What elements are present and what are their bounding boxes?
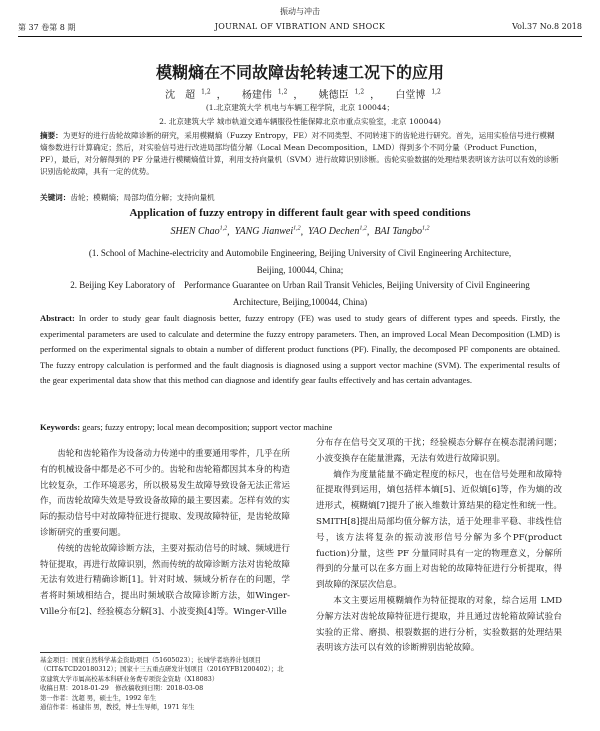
footnote-dates: 收稿日期：2018-01-29 修改稿收到日期：2018-03-08	[40, 684, 204, 693]
footnote	[40, 656, 290, 712]
title-zh: 模糊熵在不同故障齿轮转速工况下的应用	[155, 63, 444, 82]
author-en: YAO Dechen$^{1,2}$	[308, 226, 367, 238]
author-zh: 杨建伟 $^{1,2}$	[241, 88, 288, 101]
affiliation-en-1: (1. School of Machine-electricity and Automobile Engineering, Beijing University of Civil Engineering Architecture,	[88, 248, 512, 258]
author-en: SHEN Chao$^{1,2}$	[170, 226, 228, 238]
affiliation-en-2: 2. Beijing Key Laboratory of Performance Guarantee on Urban Rail Transit Vehicles, Beijing University of Civil Engineering Architecture, Beijing,100044, China)	[70, 280, 530, 307]
footnote-first-author: 第一作者：沈超 男，硕士生，1992 年生	[40, 693, 157, 702]
abstract-zh-text: 为更好的进行齿轮故障诊断的研究，采用模糊熵（Fuzzy Entropy，FE）对不同类型、不同转速下的齿轮进行研究。首先，运用实验信号进行模糊熵参数进行计算确定；然后，对实验信号进行改进局部均值分解（Local Mean Decomposition，LMD）得到多个不同分量（Product Function，PF），最后，对分解得到的 PF 分量进行模糊熵值计算，利用支持向量机（SVM）进行故障识别诊断。齿轮实验数据的处理结果表明该方法可以有效的诊断识别齿轮故障，具有一定的优势。	[40, 131, 559, 176]
body-paragraph: 熵作为度量能量不确定程度的标尺，也在信号处理和故障特征提取得到运用，熵包括样本熵[5]、近似熵[6]等，作为熵的改进形式，模糊熵[7]提升了嵌入维数计算结果的稳定性和统一性。SMITH[8]提出局部均值分解方法，适于处理非平稳、非线性信号，该方法将复杂的振动波形信号分解为多个PF(product fuction)分量，这些 PF 分量同时具有一定的物理意义，分解所得到的分量可以在多方面上对齿轮的故障特征进行分析提取，得到故障的深层次信息。	[316, 469, 562, 591]
abstract-en	[40, 311, 560, 389]
author-zh: 姚德臣 $^{1,2}$	[318, 88, 365, 101]
footnote-corresponding-author: 通信作者：杨建伟 男，教授，博士生导师，1971 年生	[40, 703, 195, 712]
body-paragraph: 齿轮和齿轮箱作为设备动力传递中的重要通用零件，几乎在所有的机械设备中都是必不可少的。齿轮和齿轮箱都因其本身的构造比较复杂，工作环境恶劣，所以极易发生故障导致设备无法正常运作，而齿轮故障失效是导致设备故障的最主要因素。怎样有效的实际的振动信号中对故障特征进行提取、发现故障特征，是齿轮故障诊断研究的重要问题。	[40, 449, 290, 538]
abstract-zh	[40, 130, 560, 178]
keywords-zh-label: 关键词：	[40, 193, 71, 202]
body-paragraph: 传统的齿轮故障诊断方法，主要对振动信号的时域、频域进行特征提取，再进行故障识别，然而传统的故障诊断方法对齿轮故障无法有效进行精确诊断[1]。针对时域、频域分析存在的问题，学者将时频域相结合，提出时频域联合故障诊断方法，如Winger-Ville分布[2]、经验模态分解[3]、小波变换[4]等。Winger-Ville	[40, 543, 290, 617]
keywords-en-text: gears; fuzzy entropy; local mean decomposition; support vector machine	[82, 422, 333, 432]
affiliation-zh-1: (1.北京建筑大学 机电与车辆工程学院，北京 100044；	[205, 103, 395, 112]
body-column-left	[40, 447, 290, 621]
keywords-en-label: Keywords:	[40, 422, 81, 432]
keywords-en	[40, 422, 560, 432]
footnote-rule	[40, 652, 160, 653]
keywords-zh-text: 齿轮；模糊熵；局部均值分解；支持向量机	[70, 193, 215, 202]
abstract-en-label: Abstract:	[40, 313, 75, 323]
journal-name-en: JOURNAL OF VIBRATION AND SHOCK	[214, 22, 386, 31]
running-header	[18, 20, 582, 36]
affiliation-en-1-cont: Beijing, 100044, China;	[256, 265, 344, 275]
affiliation-zh-2: 2. 北京建筑大学 城市轨道交通车辆服役性能保障北京市重点实验室，北京 100044)	[159, 117, 441, 126]
body-paragraph: 分布存在信号交叉项的干扰；经验模态分解存在模态混淆问题；小波变换存在能量泄露，无法有效进行故障识别。	[316, 438, 562, 464]
authors-en: SHEN Chao$^{1,2}$, YANG Jianwei$^{1,2}$, YAO Dechen$^{1,2}$, BAI Tangbo$^{1,2}$	[170, 226, 430, 238]
title-en: Application of fuzzy entropy in different fault gear with speed conditions	[129, 207, 471, 219]
abstract-zh-label: 摘要：	[40, 131, 63, 140]
author-en: YANG Jianwei$^{1,2}$	[234, 226, 301, 238]
volume-zh: 第 37 卷第 8 期	[18, 23, 76, 32]
author-zh: 白堂博 $^{1,2}$	[395, 88, 441, 101]
body-paragraph: 本文主要运用模糊熵作为特征提取的对象，综合运用 LMD 分解方法对齿轮故障特征进行提取，并且通过齿轮箱故障试验台实验的正常、磨损、根裂数据的进行分析，实验数据的处理结果表明该方法可以有效的诊断辨别齿轮故障。	[316, 595, 562, 654]
author-en: BAI Tangbo$^{1,2}$	[374, 226, 430, 238]
footnote-funding: 基金项目：国家自然科学基金资助项目（51605023）；长城学者培养计划项目（CIT&TCD20180312）；国家十三五重点研发计划项目（2016YFB1200402）；北京建筑大学市属高校基本科研业务费专项资金资助（X18083）	[40, 656, 284, 683]
body-column-right	[316, 436, 562, 657]
keywords-zh	[40, 192, 560, 203]
journal-name-zh: 振动与冲击	[280, 7, 320, 16]
volume-en: Vol.37 No.8 2018	[512, 22, 582, 31]
abstract-en-text: In order to study gear fault diagnosis better, fuzzy entropy (FE) was used to study gears of different types and speeds. Firstly, the experimental parameters are used to calculate and determine the fuzzy entropy parameters. Then, an improved Local Mean Decomposition (LMD) is performed on the experimental signals to obtain a number of different product functions (PF). Finally, the decomposed PF components are obtained. The fuzzy entropy calculation is performed and the fault diagnosis is diagnosed using a support vector machine (SVM). The experimental results of the gear experimental data show that this method can diagnose and identify gear faults effectively and has certain advantages.	[40, 313, 560, 385]
authors-zh: 沈 超 $^{1,2}$ ， 杨建伟 $^{1,2}$ ， 姚德臣 $^{1,2}$ ， 白堂博 $^{1,2}$	[0, 86, 600, 101]
header-rule	[18, 36, 582, 37]
author-zh: 沈 超 $^{1,2}$	[165, 88, 211, 101]
